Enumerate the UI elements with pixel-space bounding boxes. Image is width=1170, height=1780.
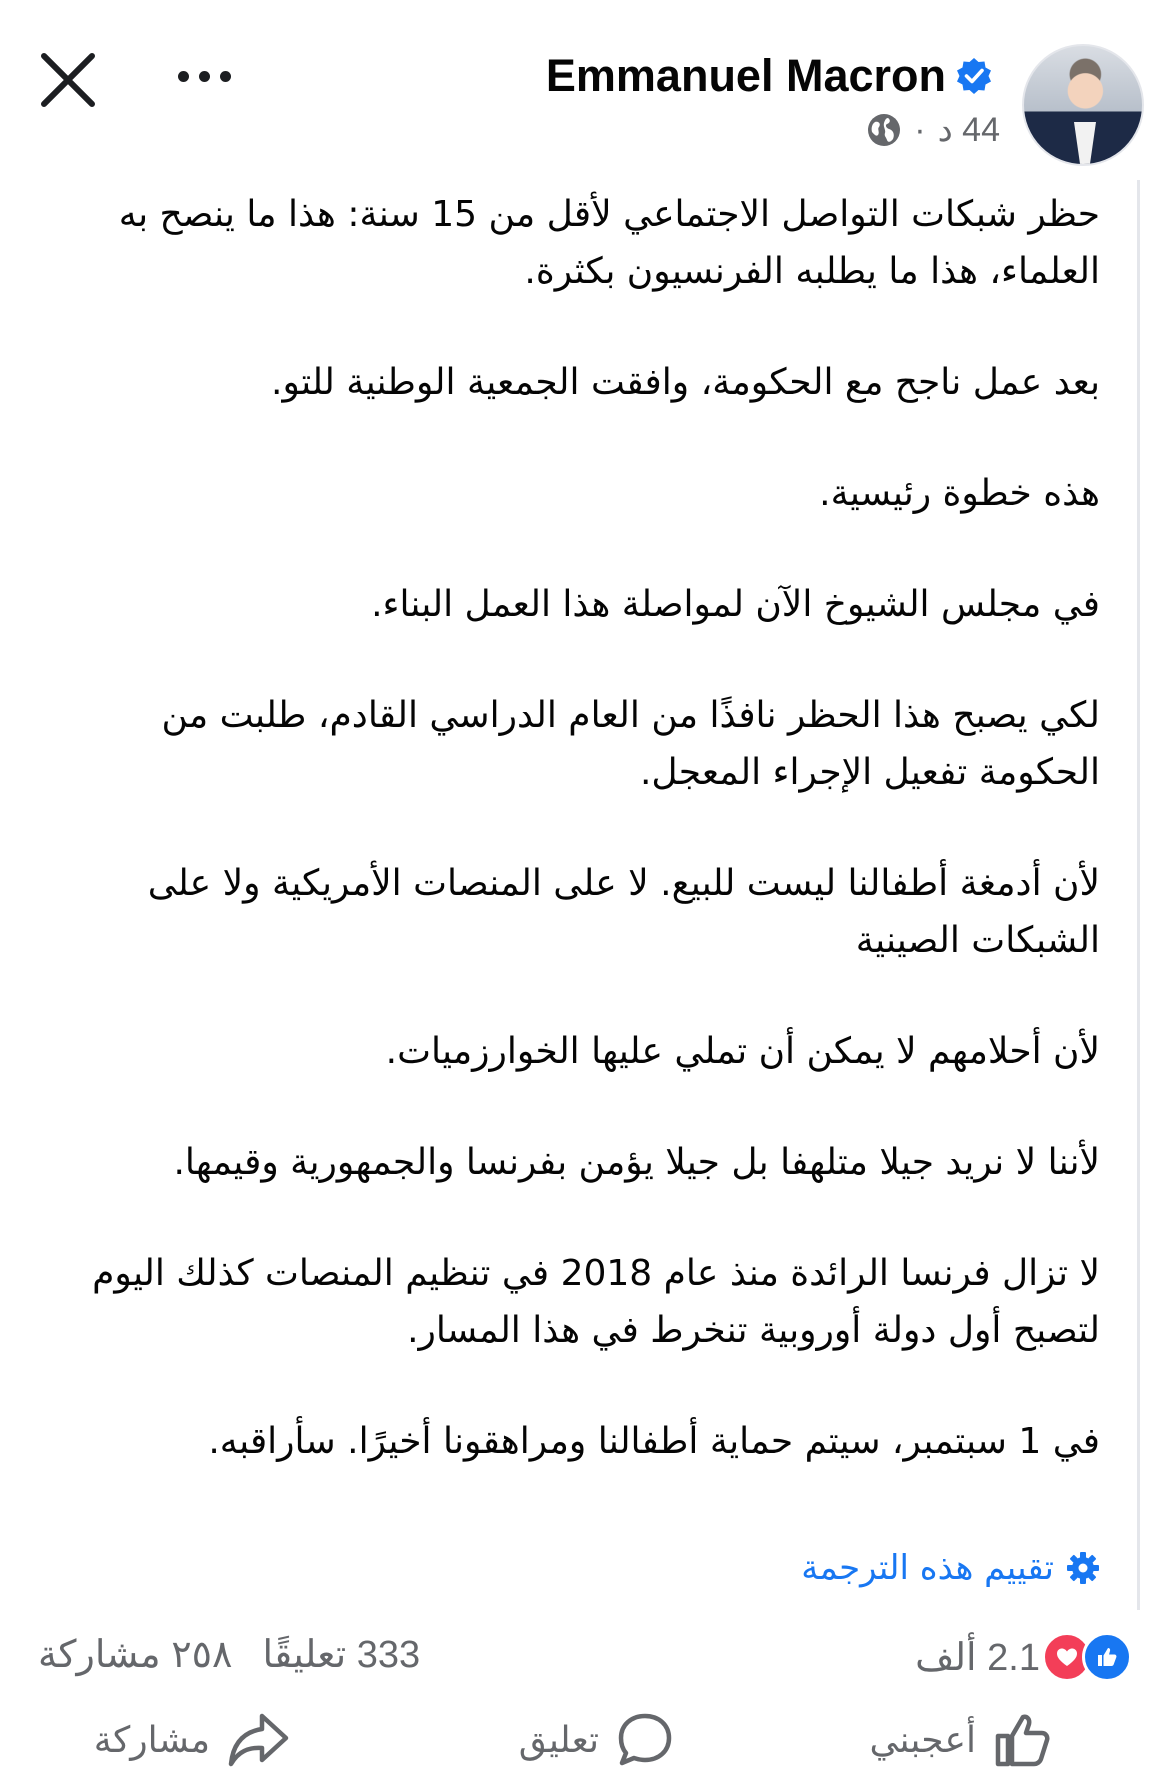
comment-label: تعليق [518,1719,599,1761]
like-button[interactable] [870,1710,1052,1770]
close-button[interactable] [38,52,98,108]
more-icon-dot [220,71,231,82]
post-paragraph: هذه خطوة رئيسية. [819,473,1100,514]
more-icon-dot [199,71,210,82]
verified-badge-icon [956,58,992,94]
meta-separator: · [914,110,926,149]
like-reaction-icon [1082,1632,1132,1682]
post-paragraph: لكي يصبح هذا الحظر نافذًا من العام الدراسي القادم، طلبت من الحكومة تفعيل الإجراء المعجل. [161,695,1100,793]
reactions-count[interactable]: 2.1 ألف [915,1636,1040,1679]
action-bar [0,1710,1170,1780]
author-name[interactable]: Emmanuel Macron [545,50,946,101]
post-paragraph: حظر شبكات التواصل الاجتماعي لأقل من 15 سنة: هذا ما ينصح به العلماء، هذا ما يطلبه الفرنسيون بكثرة. [118,194,1100,292]
share-label: مشاركة [93,1719,210,1761]
gear-icon [1066,1551,1100,1585]
share-button[interactable] [94,1710,290,1770]
post-paragraph: بعد عمل ناجح مع الحكومة، وافقت الجمعية الوطنية للتو. [271,362,1100,403]
shares-count[interactable]: ٢٥٨ مشاركة [38,1634,233,1676]
engagement-counts [38,1632,420,1677]
post-paragraph: لأننا لا نريد جيلا متلهفا بل جيلا يؤمن بفرنسا والجمهورية وقيمها. [173,1142,1100,1183]
post-paragraph: لأن أحلامهم لا يمكن أن تملي عليها الخوارزميات. [385,1031,1100,1072]
share-icon [226,1710,290,1770]
post-paragraph: في 1 سبتمبر، سيتم حماية أطفالنا ومراهقونا أخيرًا. سأراقبه. [208,1421,1100,1462]
like-label: أعجبني [869,1719,976,1761]
close-icon [38,52,98,108]
reaction-icons [1052,1632,1132,1682]
avatar[interactable] [1022,44,1144,166]
more-icon-dot [178,71,189,82]
post-paragraph: لا تزال فرنسا الرائدة منذ عام 2018 في تنظيم المنصات كذلك اليوم لتصبح أول دولة أوروبية تنخرط في هذا المسار. [92,1253,1100,1351]
post-meta [866,110,1000,150]
comment-button[interactable] [519,1710,675,1770]
more-options-button[interactable] [168,56,240,96]
rate-translation-link[interactable] [801,1548,1100,1588]
post-scroll-rule [1137,180,1140,1610]
post-paragraph: لأن أدمغة أطفالنا ليست للبيع. لا على المنصات الأمريكية ولا على الشبكات الصينية [147,863,1100,961]
post-paragraph: في مجلس الشيوخ الآن لمواصلة هذا العمل البناء. [371,584,1100,625]
comment-icon [615,1710,675,1770]
post-text [40,186,1100,1470]
comments-count[interactable]: 333 تعليقًا [262,1634,421,1676]
reaction-summary[interactable] [915,1632,1132,1682]
thumbs-up-icon [992,1710,1052,1770]
globe-icon[interactable] [866,112,902,148]
rate-translation-label[interactable]: تقييم هذه الترجمة [801,1548,1054,1588]
post-time[interactable]: 44 د [937,111,1000,149]
post-author[interactable] [546,50,992,102]
